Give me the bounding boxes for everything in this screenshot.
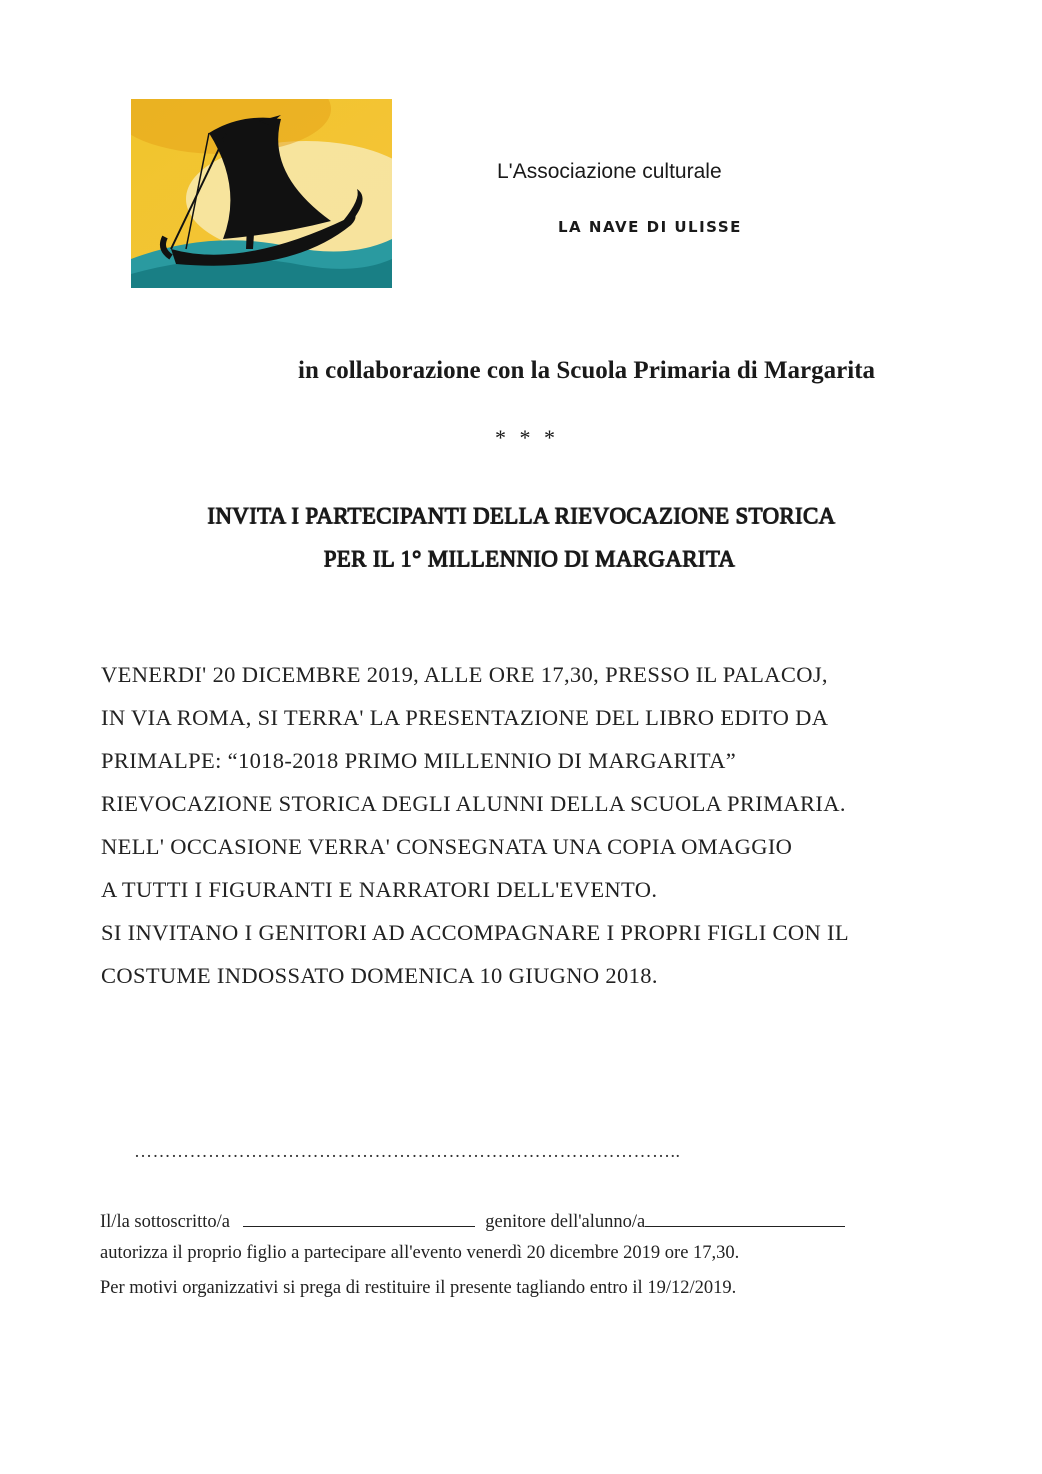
return-note: Per motivi organizzativi si prega di restituire il presente tagliando entro il 19/12/2019. bbox=[100, 1278, 737, 1298]
form-signer-line bbox=[100, 1208, 845, 1233]
ship-logo bbox=[131, 99, 392, 288]
body-line: IN VIA ROMA, SI TERRA' LA PRESENTAZIONE DEL LIBRO EDITO DA bbox=[101, 705, 829, 730]
body-line: VENERDI' 20 DICEMBRE 2019, ALLE ORE 17,30, PRESSO IL PALACOJ, bbox=[101, 662, 828, 687]
body-line: PRIMALPE: “1018-2018 PRIMO MILLENNIO DI MARGARITA” bbox=[101, 748, 737, 773]
authorization-text: autorizza il proprio figlio a partecipare all'evento venerdì 20 dicembre 2019 ore 17,30. bbox=[100, 1243, 740, 1263]
body-line: SI INVITANO I GENITORI AD ACCOMPAGNARE I PROPRI FIGLI CON IL bbox=[101, 920, 849, 945]
parent-label: genitore dell'alunno/a bbox=[485, 1212, 646, 1232]
body-line: NELL' OCCASIONE VERRA' CONSEGNATA UNA COPIA OMAGGIO bbox=[101, 834, 793, 859]
invite-title-line-1: INVITA I PARTECIPANTI DELLA RIEVOCAZIONE STORICA bbox=[206, 503, 836, 528]
body-line: A TUTTI I FIGURANTI E NARRATORI DELL'EVENTO. bbox=[101, 877, 658, 902]
signer-label: Il/la sottoscritto/a bbox=[100, 1212, 230, 1232]
student-name-field[interactable] bbox=[645, 1208, 845, 1227]
association-intro: L'Associazione culturale bbox=[497, 160, 722, 183]
signer-name-field[interactable] bbox=[243, 1208, 475, 1227]
collaboration-line: in collaborazione con la Scuola Primaria di Margarita bbox=[298, 357, 876, 384]
invite-title-line-2: PER IL 1° MILLENNIO DI MARGARITA bbox=[323, 546, 735, 571]
body-line: COSTUME INDOSSATO DOMENICA 10 GIUGNO 2018. bbox=[101, 963, 658, 988]
separator-stars: * * * bbox=[495, 425, 559, 450]
association-name: LA NAVE DI ULISSE bbox=[558, 218, 742, 236]
body-line: RIEVOCAZIONE STORICA DEGLI ALUNNI DELLA SCUOLA PRIMARIA. bbox=[101, 791, 846, 816]
cut-here-dotted-line: …………………………………………………………………………….. bbox=[134, 1141, 681, 1161]
